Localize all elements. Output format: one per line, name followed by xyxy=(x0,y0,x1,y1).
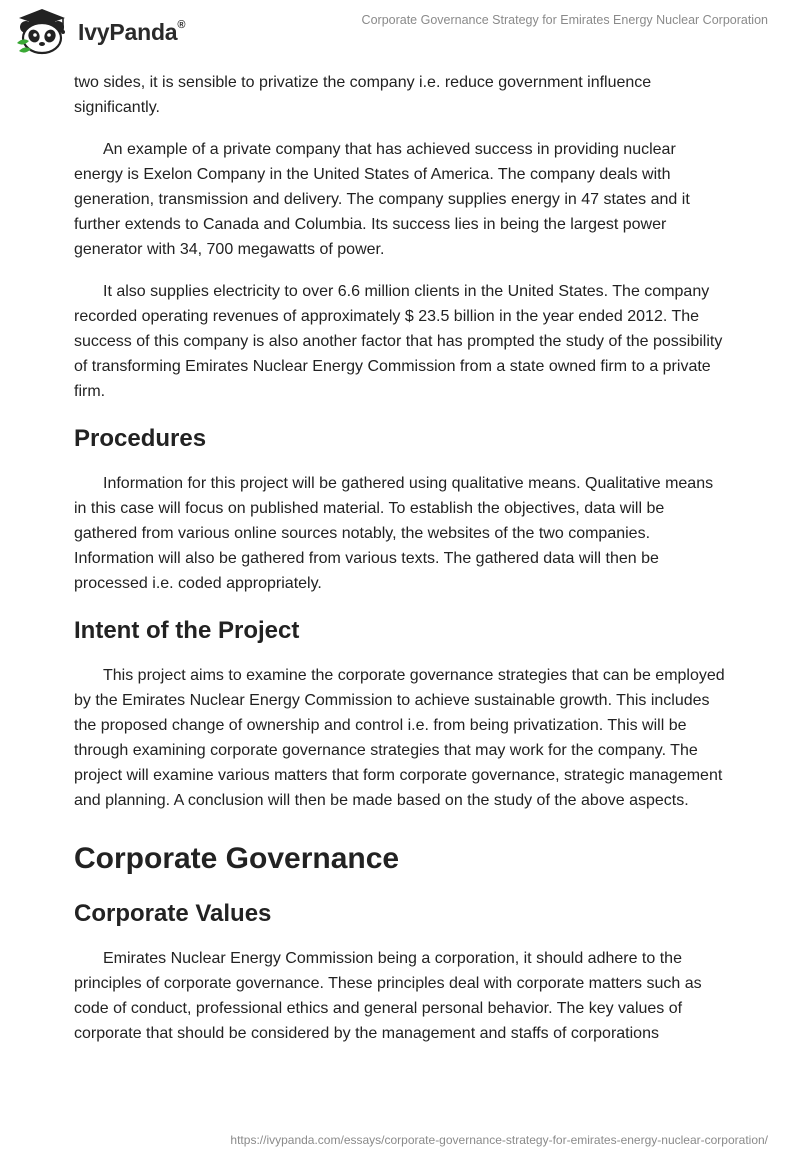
section-heading-intent: Intent of the Project xyxy=(74,617,300,644)
panda-logo-icon[interactable] xyxy=(15,7,75,55)
essay-body xyxy=(74,70,726,1063)
paragraph: This project aims to examine the corporate governance strategies that can be employed by the Emirates Nuclear Energy Commission to achieve sustainable growth. This includes the proposed change of ownership and control i.e. from being privatization. This will be through examining corporate governance strategies that may work for the company. The project will examine various matters that form corporate governance, strategic management and planning. A conclusion will then be made based on the study of the above aspects. xyxy=(74,667,725,809)
document-title: Corporate Governance Strategy for Emirates Energy Nuclear Corporation xyxy=(361,13,768,27)
section-heading-procedures: Procedures xyxy=(74,425,207,452)
brand-name[interactable]: IvyPanda® xyxy=(78,19,186,45)
paragraph: Emirates Nuclear Energy Commission being a corporation, it should adhere to the principles of corporate governance. These principles deal with corporate matters such as code of conduct, professional ethics and general personal behavior. The key values of corporate that should be considered by the management and staffs of corporations xyxy=(74,950,702,1042)
paragraph: Information for this project will be gathered using qualitative means. Qualitative means in this case will focus on published material. To establish the objectives, data will be gathered from various online sources notably, the websites of the two companies. Information will also be gathered from various texts. The gathered data will then be processed i.e. coded appropriately. xyxy=(74,475,714,592)
section-heading-corporate-values: Corporate Values xyxy=(74,900,272,927)
paragraph: It also supplies electricity to over 6.6 million clients in the United States. The company recorded operating revenues of approximately $ 23.5 billion in the year ended 2012. The success of this company is also another factor that has prompted the study of the possibility of transforming Emirates Nuclear Energy Commission from a state owned firm to a private firm. xyxy=(74,283,723,400)
paragraph: An example of a private company that has achieved success in providing nuclear energy is Exelon Company in the United States of America. The company deals with generation, transmission and delivery. The company supplies energy in 47 states and it further extends to Canada and Columbia. Its success lies in being the largest power generator with 34, 700 megawatts of power. xyxy=(74,141,690,258)
section-heading-corporate-governance: Corporate Governance xyxy=(74,842,400,875)
paragraph: two sides, it is sensible to privatize the company i.e. reduce government influence significantly. xyxy=(74,74,652,116)
source-url[interactable]: https://ivypanda.com/essays/corporate-governance-strategy-for-emirates-energy-nuclear-corporation/ xyxy=(230,1133,768,1147)
page-header xyxy=(0,0,800,64)
registered-mark: ® xyxy=(177,19,186,32)
